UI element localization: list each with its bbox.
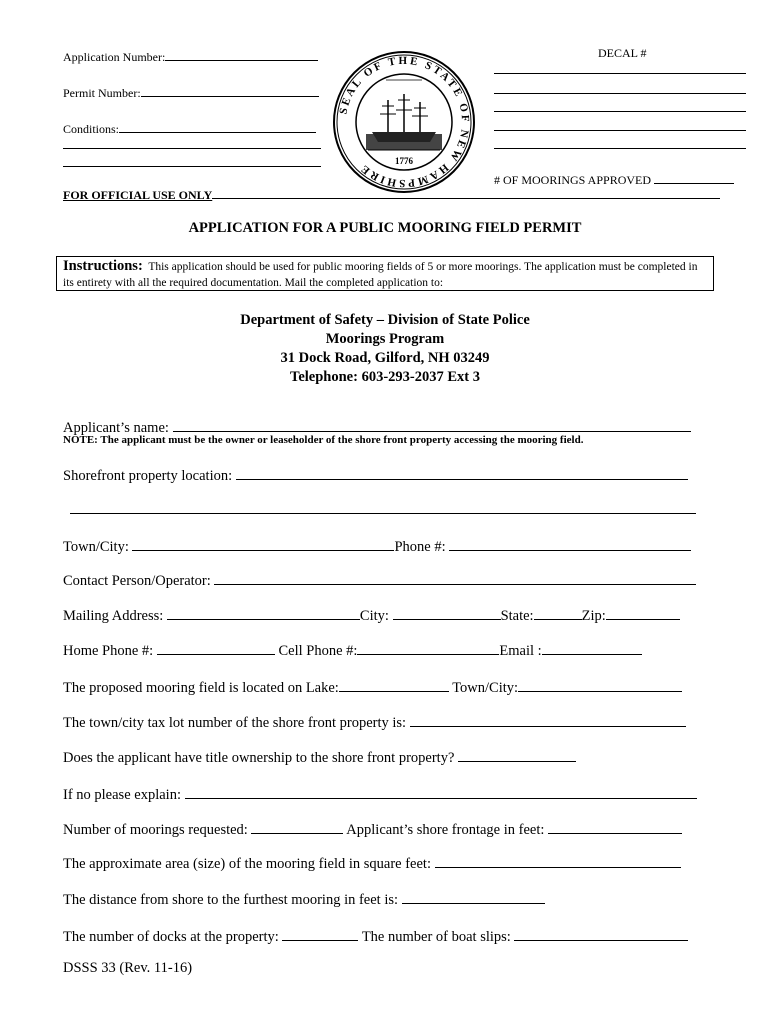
decal-line-2[interactable] — [494, 93, 746, 94]
tax-lot-input[interactable] — [410, 712, 686, 727]
title-ownership-input[interactable] — [458, 747, 576, 762]
distance-field[interactable]: The distance from shore to the furthest mooring in feet is: — [63, 889, 545, 909]
area-field[interactable]: The approximate area (size) of the mooring field in square feet: — [63, 853, 681, 873]
docks-slips-row[interactable]: The number of docks at the property: The number of boat slips: — [63, 926, 688, 946]
moorings-requested-input[interactable] — [251, 819, 343, 834]
instructions-heading: Instructions — [63, 258, 138, 274]
conditions-line-2[interactable] — [63, 148, 321, 149]
decal-line-1[interactable] — [494, 73, 746, 74]
address-line-2: Moorings Program — [325, 331, 445, 347]
shore-frontage-input[interactable] — [548, 819, 682, 834]
address-line-1: Department of Safety – Division of State Police — [240, 312, 530, 328]
docks-input[interactable] — [282, 926, 358, 941]
area-input[interactable] — [435, 853, 681, 868]
city-input[interactable] — [393, 605, 501, 620]
applicant-name-input[interactable] — [173, 417, 691, 432]
conditions-line-3[interactable] — [63, 166, 321, 167]
moorings-frontage-row[interactable]: Number of moorings requested: Applicant’s shore frontage in feet: — [63, 819, 682, 839]
instructions-text: This application should be used for public mooring fields of 5 or more moorings. The application must be completed in its entirety with all the required documentation. Mail the completed application to: — [63, 261, 698, 289]
mailing-address-block — [0, 311, 770, 387]
state-seal — [332, 50, 476, 194]
state-seal-image — [332, 50, 476, 194]
lake-row[interactable]: The proposed mooring field is located on Lake: Town/City: — [63, 677, 682, 697]
explain-field[interactable]: If no please explain: — [63, 784, 697, 804]
mailing-address-row[interactable]: Mailing Address: City: State: Zip: — [63, 605, 680, 625]
applicant-note: NOTE: The applicant must be the owner or leaseholder of the shore front property accessing the mooring field. — [63, 434, 584, 446]
moorings-approved-field[interactable]: # OF MOORINGS APPROVED — [494, 169, 734, 188]
address-line-3: 31 Dock Road, Gilford, NH 03249 — [280, 350, 490, 366]
lake-town-city-input[interactable] — [518, 677, 682, 692]
permit-number-field[interactable]: Permit Number: — [63, 82, 319, 101]
email-input[interactable] — [542, 640, 642, 655]
state-input[interactable] — [534, 605, 582, 620]
mailing-address-input[interactable] — [167, 605, 360, 620]
tax-lot-field[interactable]: The town/city tax lot number of the shore front property is: — [63, 712, 686, 732]
boat-slips-input[interactable] — [514, 926, 688, 941]
decal-line-5[interactable] — [494, 148, 746, 149]
shorefront-location-line-2[interactable] — [70, 513, 696, 514]
cell-phone-input[interactable] — [357, 640, 499, 655]
contact-person-input[interactable] — [214, 570, 696, 585]
phones-email-row[interactable]: Home Phone #: Cell Phone #: Email : — [63, 640, 642, 660]
instructions-box: Instructions: This application should be used for public mooring fields of 5 or more moorings. The application must be completed in its entirety with all the required documentation. Mail the completed application to: — [56, 256, 714, 291]
applicant-name-field[interactable]: Applicant’s name: — [63, 417, 691, 437]
svg-text:1776: 1776 — [395, 156, 413, 166]
phone-input[interactable] — [449, 536, 691, 551]
title-ownership-field[interactable]: Does the applicant have title ownership to the shore front property? — [63, 747, 576, 767]
shorefront-location-field[interactable]: Shorefront property location: — [63, 465, 688, 485]
town-city-phone-row[interactable]: Town/City: Phone #: — [63, 536, 691, 556]
form-title: APPLICATION FOR A PUBLIC MOORING FIELD PERMIT — [188, 220, 582, 236]
zip-input[interactable] — [606, 605, 680, 620]
application-number-field[interactable]: Application Number: — [63, 46, 318, 65]
official-use-row: FOR OFFICIAL USE ONLY — [63, 186, 720, 204]
explain-input[interactable] — [185, 784, 697, 799]
distance-input[interactable] — [402, 889, 545, 904]
svg-text:SEAL OF THE STATE OF NEW HAMPS: SEAL OF THE STATE OF NEW HAMPSHIRE — [337, 54, 472, 190]
town-city-input[interactable] — [132, 536, 394, 551]
lake-input[interactable] — [339, 677, 449, 692]
decal-label: DECAL # — [598, 46, 647, 60]
shorefront-location-input[interactable] — [236, 465, 688, 480]
contact-person-field[interactable]: Contact Person/Operator: — [63, 570, 696, 590]
decal-line-4[interactable] — [494, 130, 746, 131]
form-revision-footer: DSSS 33 (Rev. 11-16) — [63, 960, 193, 976]
address-line-4: Telephone: 603-293-2037 Ext 3 — [290, 369, 480, 385]
home-phone-input[interactable] — [157, 640, 275, 655]
decal-line-3[interactable] — [494, 111, 746, 112]
conditions-field[interactable]: Conditions: — [63, 118, 316, 137]
